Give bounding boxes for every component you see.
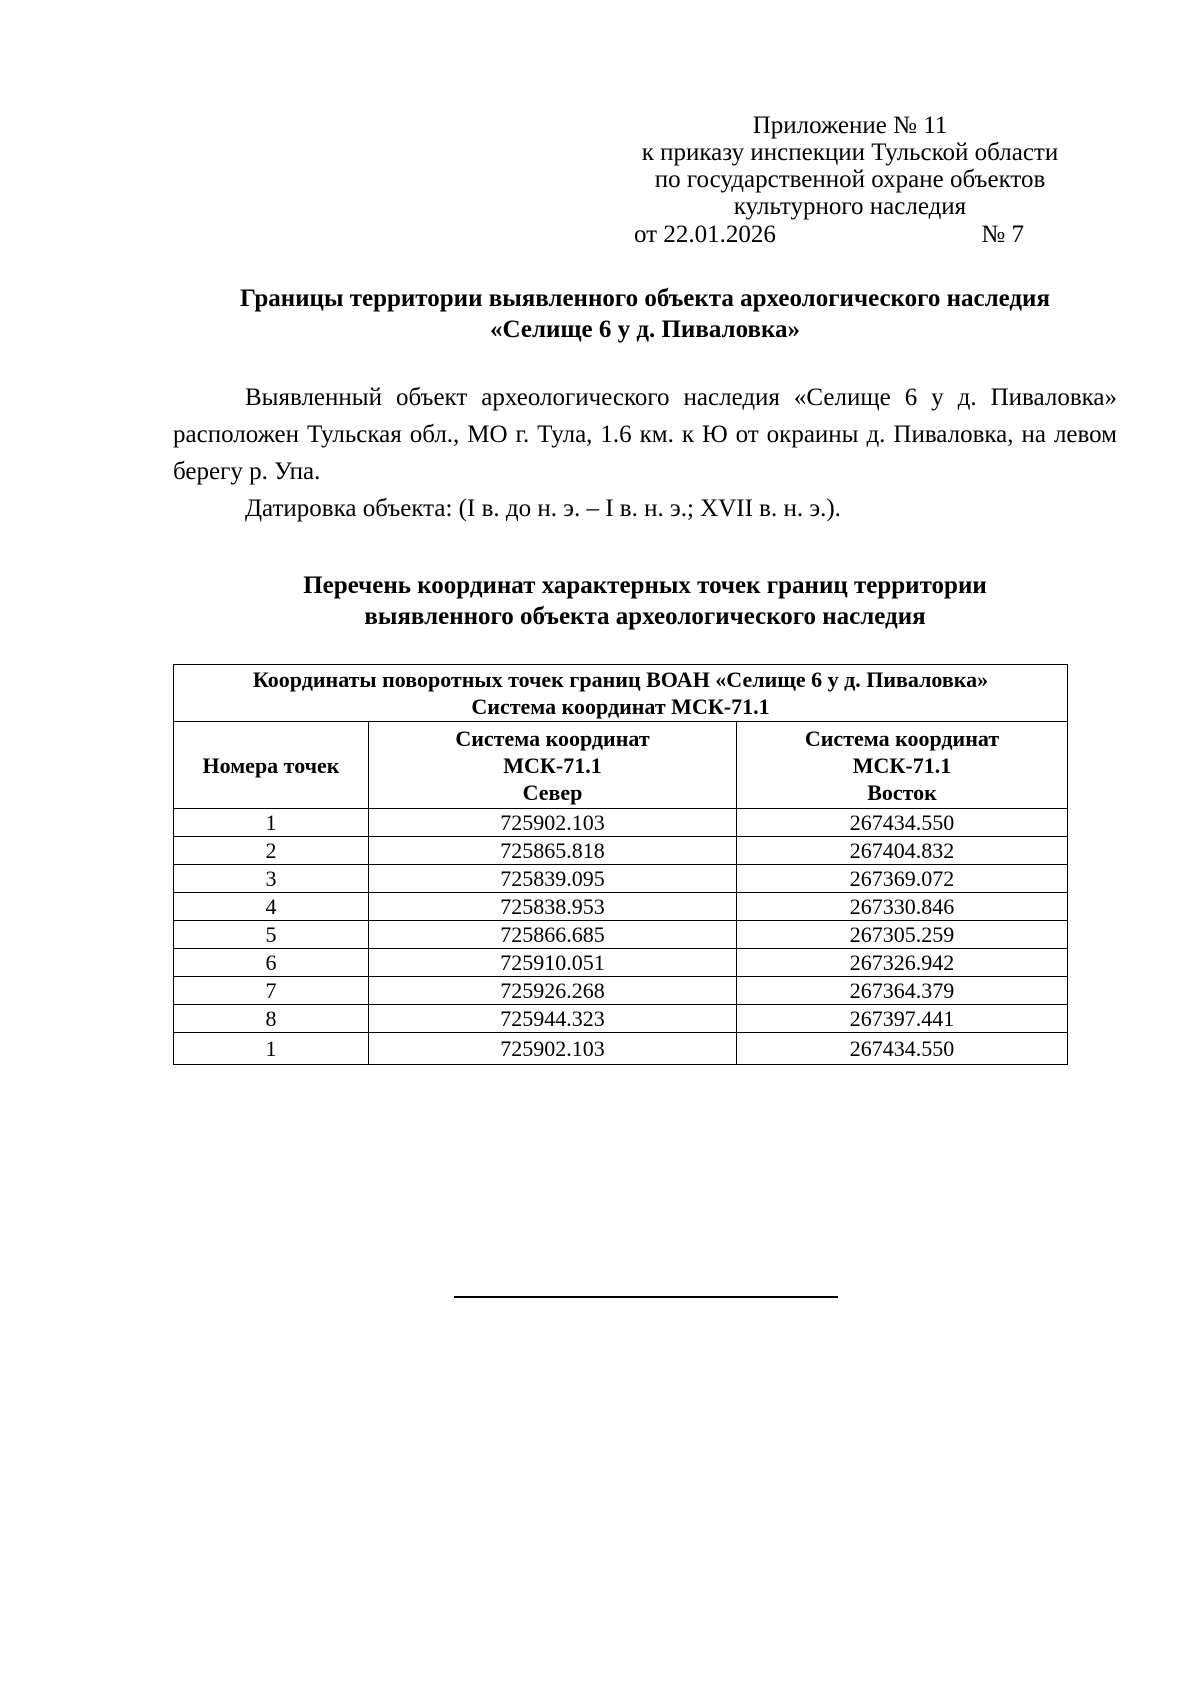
document-title: [150, 283, 1140, 345]
subtitle-line-1: Перечень координат характерных точек границ территории: [303, 572, 987, 599]
closing-divider: [454, 1296, 838, 1298]
point-number: 6: [174, 949, 369, 977]
point-number: 3: [174, 865, 369, 893]
point-number: 5: [174, 921, 369, 949]
table-row: [174, 809, 1068, 837]
east-coordinate: 267434.550: [737, 809, 1068, 837]
north-header-line-2: МСК-71.1: [503, 752, 602, 778]
point-number: 4: [174, 893, 369, 921]
coordinates-table: [173, 664, 1068, 1065]
point-number: 8: [174, 1005, 369, 1033]
table-row: [174, 949, 1068, 977]
appendix-authority-line: по государственной охране объектов: [654, 166, 1046, 193]
east-coordinate: 267434.550: [737, 1033, 1068, 1065]
north-coordinate: 725902.103: [369, 809, 737, 837]
column-header-east: [737, 722, 1068, 809]
point-number: 1: [174, 809, 369, 837]
east-header-line-3: Восток: [867, 779, 937, 805]
column-header-points: Номера точек: [174, 722, 369, 809]
table-row: [174, 865, 1068, 893]
north-coordinate: 725944.323: [369, 1005, 737, 1033]
title-line-2: «Селище 6 у д. Пиваловка»: [490, 316, 800, 343]
north-coordinate: 725926.268: [369, 977, 737, 1005]
east-header-line-2: МСК-71.1: [852, 752, 952, 778]
east-coordinate: 267397.441: [737, 1005, 1068, 1033]
point-number: 2: [174, 837, 369, 865]
east-header-line-1: Система координат: [804, 725, 1000, 751]
table-caption-line-2: Система координат МСК-71.1: [471, 694, 770, 719]
east-coordinate: 267330.846: [737, 893, 1068, 921]
east-coordinate: 267305.259: [737, 921, 1068, 949]
north-coordinate: 725902.103: [369, 1033, 737, 1065]
east-coordinate: 267326.942: [737, 949, 1068, 977]
north-coordinate: 725865.818: [369, 837, 737, 865]
order-date: от 22.01.2026: [634, 221, 776, 248]
north-coordinate: 725866.685: [369, 921, 737, 949]
order-date-line: [634, 221, 1024, 249]
dating-paragraph: Датировка объекта: (I в. до н. э. – I в. н. э.; XVII в. н. э.).: [245, 495, 841, 522]
appendix-header: [600, 112, 1100, 220]
north-coordinate: 725839.095: [369, 865, 737, 893]
appendix-order-line: к приказу инспекции Тульской области: [641, 139, 1059, 166]
north-header-line-3: Север: [522, 779, 583, 805]
body-text: [173, 379, 1117, 527]
column-header-north: [369, 722, 737, 809]
table-caption: [174, 665, 1068, 722]
north-header-line-1: Система координат: [455, 725, 650, 751]
appendix-number: Приложение № 11: [752, 112, 948, 139]
table-row: [174, 837, 1068, 865]
point-number: 1: [174, 1033, 369, 1065]
title-line-1: Границы территории выявленного объекта археологического наследия: [240, 285, 1050, 312]
appendix-heritage-line: культурного наследия: [733, 193, 967, 220]
order-number: № 7: [981, 221, 1024, 248]
table-row: [174, 1033, 1068, 1065]
coordinates-list-title: [150, 570, 1140, 632]
location-paragraph: Выявленный объект археологического наследия «Селище 6 у д. Пиваловка» расположен Тульская обл., МО г. Тула, 1.6 км. к Ю от окраины д. Пиваловка, на левом берегу р. Упа.: [173, 384, 1117, 485]
east-coordinate: 267404.832: [737, 837, 1068, 865]
east-coordinate: 267369.072: [737, 865, 1068, 893]
table-row: [174, 921, 1068, 949]
table-row: [174, 893, 1068, 921]
east-coordinate: 267364.379: [737, 977, 1068, 1005]
table-row: [174, 1005, 1068, 1033]
table-row: [174, 977, 1068, 1005]
point-number: 7: [174, 977, 369, 1005]
north-coordinate: 725910.051: [369, 949, 737, 977]
subtitle-line-2: выявленного объекта археологического наследия: [364, 603, 926, 630]
north-coordinate: 725838.953: [369, 893, 737, 921]
table-caption-line-1: Координаты поворотных точек границ ВОАН «Селище 6 у д. Пиваловка»: [252, 667, 989, 692]
